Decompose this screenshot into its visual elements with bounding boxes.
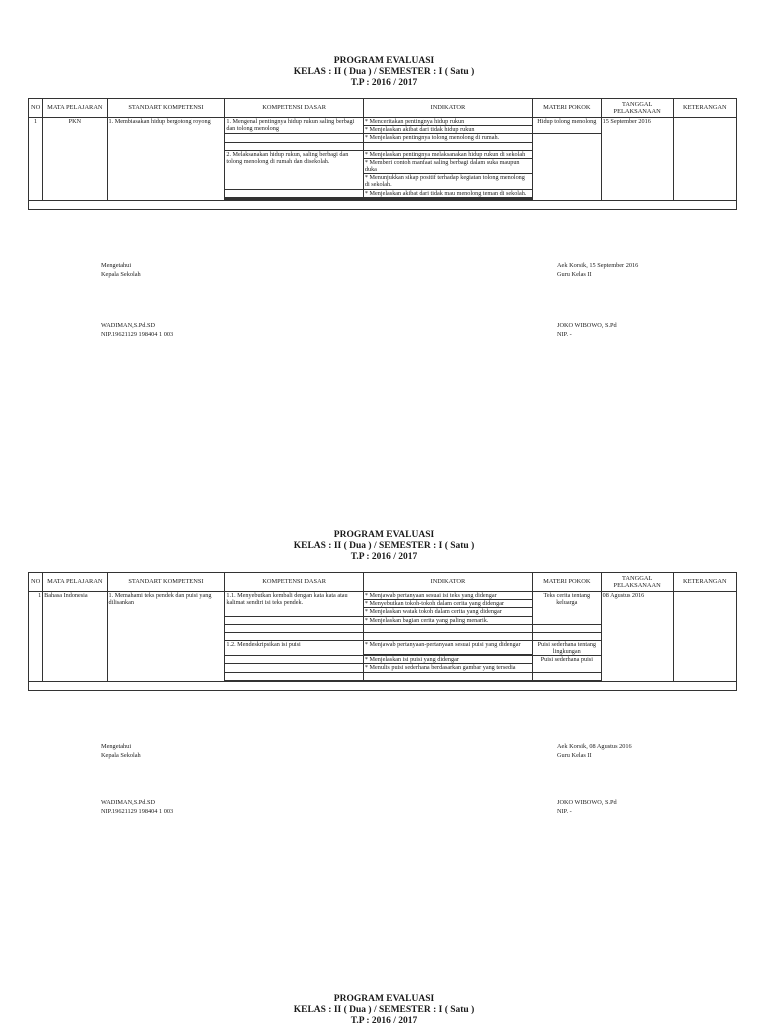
col-materi-pokok: MATERI POKOK (532, 99, 601, 118)
kd-empty-cell (225, 656, 364, 664)
acknowledged-label: Mengetahui (101, 743, 132, 750)
basic-competence-cell: 2. Melaksanakan hidup rukun, saling berbagi dan tolong menolong di rumah dan disekolah. (225, 150, 364, 189)
table-footer-row (29, 200, 737, 209)
subject-cell: PKN (43, 118, 107, 201)
signature-right-name (557, 321, 617, 339)
indicator-cell: * Menjelaskan pentingnya melaksanakan hidup rukun di sekolah (363, 150, 532, 158)
indicator-cell: * Menyebutkan tokoh-tokoh dalam cerita yang didengar (363, 600, 532, 608)
indicator-cell: * Menjawab pertanyaan-pertanyaan sesuai puisi yang didengar (363, 640, 532, 654)
teacher-label: Guru Kelas II (557, 752, 592, 759)
col-kompetensi-dasar: KOMPETENSI DASAR (225, 573, 364, 592)
evaluation-table (28, 98, 737, 210)
doc-class-semester: KELAS : II ( Dua ) / SEMESTER : I ( Satu ) (293, 1005, 475, 1015)
principal-name: WADIMAN,S.Pd.SD (101, 799, 156, 806)
page-header (0, 530, 768, 563)
signature-left (101, 261, 141, 279)
table-header-row (29, 573, 737, 592)
date-cell: 08 Agustus 2016 (601, 592, 673, 682)
note-cell (673, 592, 736, 682)
teacher-nip: NIP. - (557, 331, 572, 338)
teacher-name: JOKO WIBOWO, S.Pd (557, 322, 617, 329)
col-keterangan: KETERANGAN (673, 573, 736, 592)
indicator-cell: * Menunjukkan sikap positif terhadap kegiatan tolong menolong di sekolah. (363, 174, 532, 189)
doc-school-year: T.P : 2016 / 2017 (350, 1016, 418, 1026)
place-date: Aek Korsik, 15 September 2016 (557, 262, 639, 269)
kd-empty-cell (225, 189, 364, 197)
note-cell (673, 118, 736, 201)
signature-left-name (101, 798, 173, 816)
indicator-empty-cell (363, 624, 532, 632)
kd-empty-cell (225, 616, 364, 624)
indicator-cell: * Menjelaskan isi puisi yang didengar (363, 656, 532, 664)
indicator-empty-cell (363, 632, 532, 640)
page-header-3 (0, 994, 768, 1027)
indicator-cell: * Menjelaskan akibat dari tidak mau menolong teman di sekolah. (363, 189, 532, 197)
col-kompetensi-dasar: KOMPETENSI DASAR (225, 99, 364, 118)
material-cell: Teks cerita tentang keluarga (532, 592, 601, 625)
page-header (0, 56, 768, 89)
material-cell: Puisi sederhana puisi (532, 656, 601, 672)
kd-empty-cell (225, 624, 364, 632)
subject-cell: Bahasa Indonesia (43, 592, 107, 682)
doc-school-year: T.P : 2016 / 2017 (350, 78, 418, 88)
indicator-cell: * Menjelaskan pentingnya tolong menolong di rumah. (363, 134, 532, 142)
doc-school-year: T.P : 2016 / 2017 (350, 552, 418, 562)
kd-empty-cell (225, 664, 364, 672)
doc-title: PROGRAM EVALUASI (333, 530, 435, 540)
table-row (29, 592, 737, 600)
standard-competence-cell: 1. Memahami teks pendek dan puisi yang dilisankan (107, 592, 225, 682)
place-date: Aek Korsik, 08 Agustus 2016 (557, 743, 632, 750)
col-no: NO (29, 99, 43, 118)
table-row (29, 118, 737, 126)
indicator-cell: * Menjawab pertanyaan sesuai isi teks yang didengar (363, 592, 532, 600)
indicator-cell: * Menulis puisi sederhana berdasarkan gambar yang tersedia (363, 664, 532, 672)
col-mapel: MATA PELAJARAN (43, 573, 107, 592)
basic-competence-cell: 1.2. Mendeskripsikan isi puisi (225, 640, 364, 655)
doc-title: PROGRAM EVALUASI (333, 56, 435, 66)
evaluation-page-1 (0, 0, 768, 340)
doc-title: PROGRAM EVALUASI (333, 994, 435, 1004)
table-footer-row (29, 681, 737, 690)
evaluation-table (28, 572, 737, 691)
table-header-row (29, 99, 737, 118)
teacher-nip: NIP. - (557, 808, 572, 815)
indicator-cell: * Memberi contoh manfaat saling berbagi dalam suka maupun duka (363, 158, 532, 173)
kd-empty-cell (225, 134, 364, 142)
footer-empty-cell (29, 681, 737, 690)
indicator-cell: * Menceritakan pentingnya hidup rukun (363, 118, 532, 126)
doc-class-semester: KELAS : II ( Dua ) / SEMESTER : I ( Satu ) (293, 541, 475, 551)
material-empty-cell (532, 134, 601, 200)
kd-empty-cell (225, 632, 364, 640)
signature-left (101, 742, 141, 760)
acknowledged-label: Mengetahui (101, 262, 132, 269)
signature-right (557, 261, 638, 279)
signature-left-name (101, 321, 173, 339)
kd-empty-cell (225, 672, 364, 680)
principal-label: Kepala Sekolah (101, 752, 141, 759)
material-cell: Hidup tolong menolong (532, 118, 601, 134)
indicator-empty-cell (363, 142, 532, 150)
teacher-label: Guru Kelas II (557, 271, 592, 278)
indicator-cell: * Menjelaskan akibat dari tidak hidup rukun (363, 126, 532, 134)
col-indikator: INDIKATOR (363, 573, 532, 592)
principal-nip: NIP.19621129 198404 1 003 (101, 331, 174, 338)
signature-right-name (557, 798, 617, 816)
material-empty-cell (532, 632, 601, 640)
col-tanggal: TANGGAL PELAKSANAAN (601, 99, 673, 118)
kd-empty-cell (225, 142, 364, 150)
col-keterangan: KETERANGAN (673, 99, 736, 118)
col-tanggal: TANGGAL PELAKSANAAN (601, 573, 673, 592)
row-number: 1 (29, 118, 43, 201)
indicator-cell: * Menjelaskan watak tokoh dalam cerita yang didengar (363, 608, 532, 616)
footer-empty-cell (29, 200, 737, 209)
principal-nip: NIP.19621129 198404 1 003 (101, 808, 174, 815)
col-standart-kompetensi: STANDART KOMPETENSI (107, 573, 225, 592)
material-empty-cell (532, 672, 601, 680)
row-number: 1 (29, 592, 43, 682)
evaluation-page-2 (0, 474, 768, 834)
basic-competence-cell: 1.1. Menyebutkan kembali dengan kata kata atau kalimat sendiri isi teks pendek. (225, 592, 364, 617)
indicator-cell: * Menjelaskan bagian cerita yang paling menarik. (363, 616, 532, 624)
standard-competence-cell: 1. Membiasakan hidup bergotong royong (107, 118, 225, 201)
signature-right (557, 742, 632, 760)
col-standart-kompetensi: STANDART KOMPETENSI (107, 99, 225, 118)
col-mapel: MATA PELAJARAN (43, 99, 107, 118)
teacher-name: JOKO WIBOWO, S.Pd (557, 799, 617, 806)
date-cell: 15 September 2016 (601, 118, 673, 201)
basic-competence-cell: 1. Mengenal pentingnya hidup rukun saling berbagi dan tolong menolong (225, 118, 364, 134)
col-no: NO (29, 573, 43, 592)
principal-name: WADIMAN,S.Pd.SD (101, 322, 156, 329)
col-indikator: INDIKATOR (363, 99, 532, 118)
indicator-empty-cell (363, 672, 532, 680)
col-materi-pokok: MATERI POKOK (532, 573, 601, 592)
doc-class-semester: KELAS : II ( Dua ) / SEMESTER : I ( Satu ) (293, 67, 475, 77)
material-empty-cell (532, 624, 601, 632)
material-cell: Puisi sederhana tentang lingkungan (532, 640, 601, 655)
principal-label: Kepala Sekolah (101, 271, 141, 278)
